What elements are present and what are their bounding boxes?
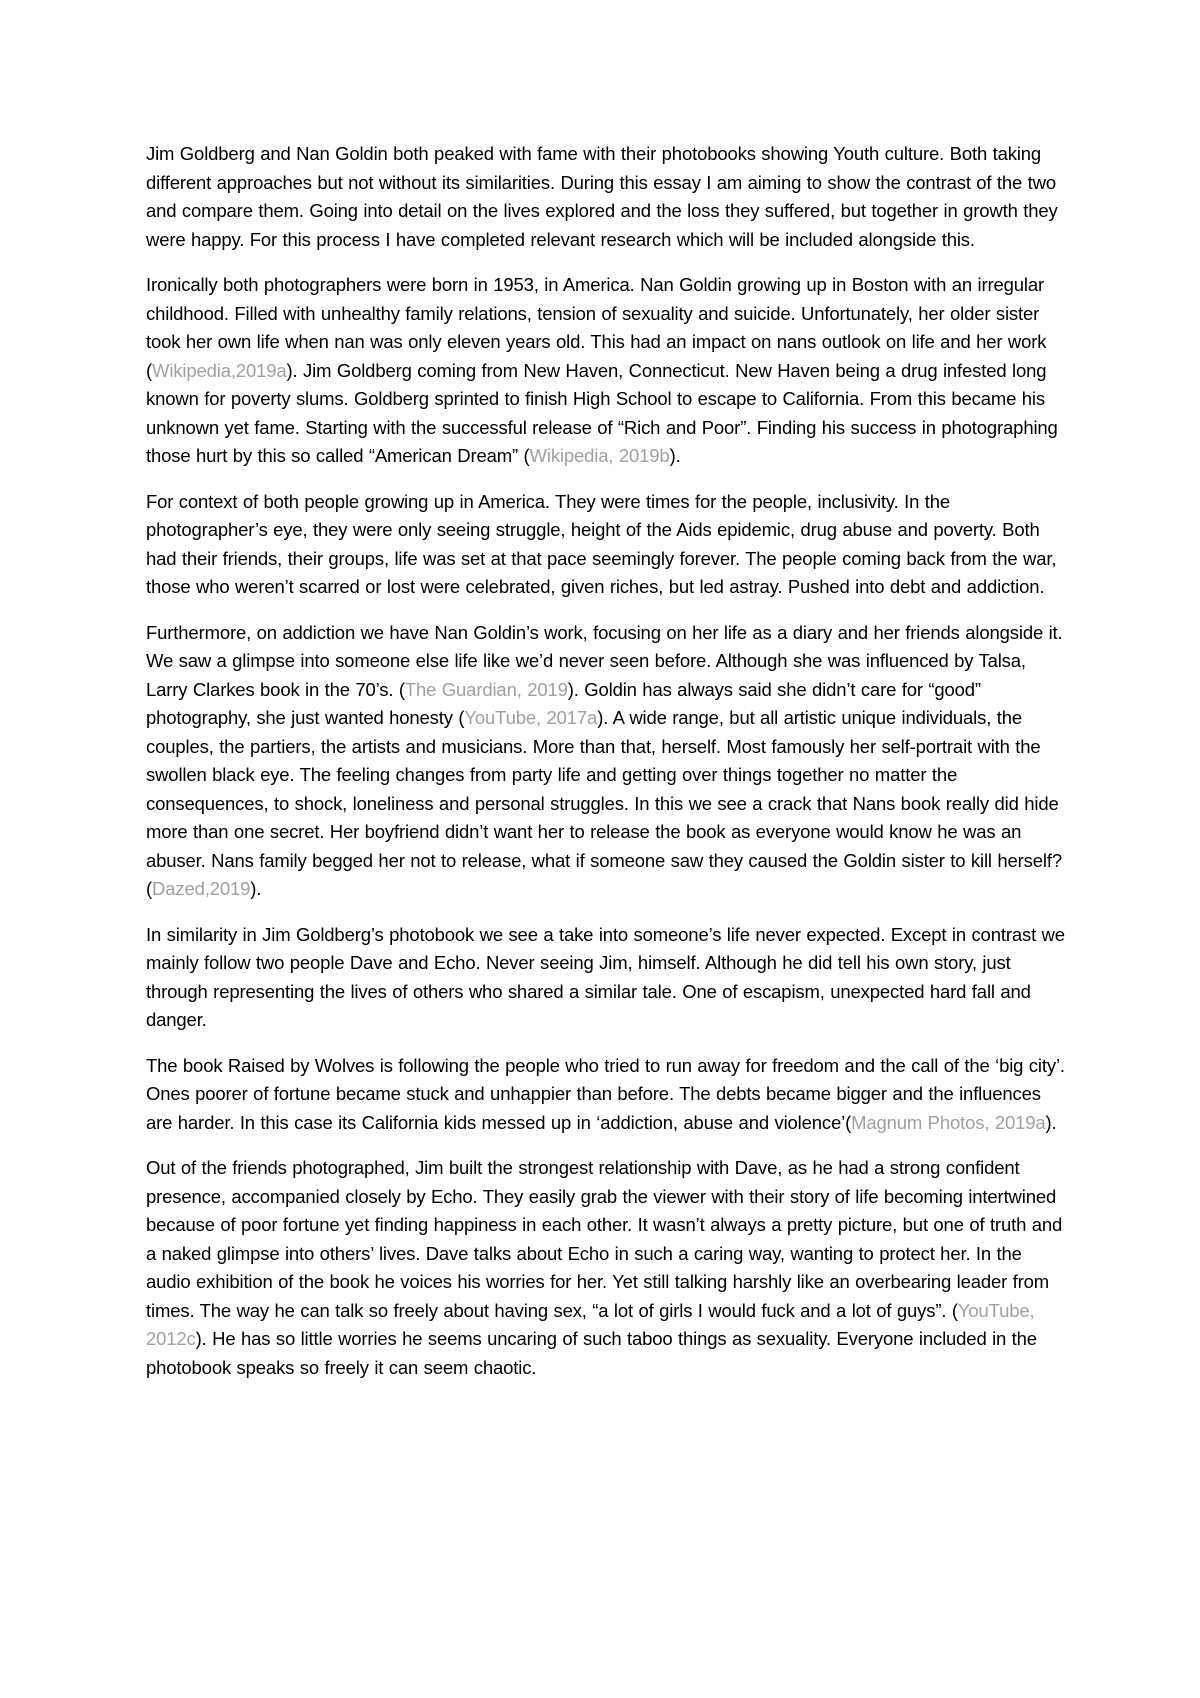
paragraph-text: ). [1045,1111,1057,1133]
paragraph-text: ). [669,445,681,466]
paragraph-text: The book Raised by Wolves is following the people who tried to run away for freedom and the call of the ‘big city’. Ones poorer of fortune became stuck and unhappier than before. The debts became bigger and the influences are harder. In this case its California kids messed up in ‘addiction, abuse and violence’( [146,1054,1065,1133]
paragraph-7 [146,1154,1066,1382]
paragraph-3 [146,488,1066,602]
paragraph-text: In similarity in Jim Goldberg’s photobook we see a take into someone’s life never expected. Except in contrast we mainly follow two people Dave and Echo. Never seeing Jim, himself. Although he did tell his own story, just through representing the lives of others who shared a similar tale. One of escapism, unexpected hard fall and danger. [146,923,1065,1030]
paragraph-text: Out of the friends photographed, Jim built the strongest relationship with Dave, as he had a strong confident presence, accompanied closely by Echo. They easily grab the viewer with their story of life becoming intertwined because of poor fortune yet finding happiness in each other. It wasn’t always a pretty picture, but one of truth and a naked glimpse into others’ lives. Dave talks about Echo in such a caring way, wanting to protect her. In the audio exhibition of the book he voices his worries for her. Yet still talking harshly like an overbearing leader from times. The way he can talk so freely about having sex, “a lot of girls I would fuck and a lot of guys”. ( [146,1157,1063,1321]
citation: Wikipedia,2019a [152,359,287,381]
paragraph-4 [146,619,1066,904]
citation: Magnum Photos, 2019a [851,1111,1046,1133]
paragraph-text: For context of both people growing up in America. They were times for the people, inclusivity. In the photographer’s eye, they were only seeing struggle, height of the Aids epidemic, drug abuse and poverty. Both had their friends, their groups, life was set at that pace seemingly forever. The people coming back from the war, those who weren’t scarred or lost were celebrated, given riches, but led astray. Pushed into debt and addiction. [146,490,1057,597]
paragraph-text: ). [250,878,262,899]
citation: Wikipedia, 2019b [529,445,670,466]
citation: Dazed,2019 [152,878,251,899]
citation: The Guardian, 2019 [404,678,568,700]
citation: YouTube, 2017a [464,707,598,728]
paragraph-text: ). Jim Goldberg coming from New Haven, Connecticut. New Haven being a drug infested long known for poverty slums. Goldberg sprinted to finish High School to escape to California. From this became his unknown yet fame. Starting with the successful release of “Rich and Poor”. Finding his success in photographing those hurt by this so called “American Dream” ( [146,359,1058,466]
paragraph-5 [146,921,1066,1035]
paragraph-text: ). A wide range, but all artistic unique individuals, the couples, the partiers, the artists and musicians. More than that, herself. Most famously her self-portrait with the swollen black eye. The feeling changes from party life and getting over things together no matter the consequences, to shock, loneliness and personal struggles. In this we see a crack that Nans book really did hide more than one secret. Her boyfriend didn’t want her to release the book as everyone would know he was an abuser. Nans family begged her not to release, what if someone saw they caused the Goldin sister to kill herself? ( [146,707,1062,899]
paragraph-text: Jim Goldberg and Nan Goldin both peaked with fame with their photobooks showing Youth culture. Both taking different approaches but not without its similarities. During this essay I am aiming to show the contrast of the two and compare them. Going into detail on the lives explored and the loss they suffered, but together in growth they were happy. For this process I have completed relevant research which will be included alongside this. [146,143,1058,250]
paragraph-text: ). He has so little worries he seems uncaring of such taboo things as sexuality. Everyone included in the photobook speaks so freely it can seem chaotic. [146,1328,1037,1378]
document-page [146,140,1066,1399]
paragraph-6 [146,1052,1066,1138]
paragraph-1 [146,140,1066,254]
paragraph-2 [146,271,1066,471]
paragraph-text: ). Goldin has always said she didn’t care for “good” photography, she just wanted honesty ( [146,678,981,728]
paragraph-text: Furthermore, on addiction we have Nan Goldin’s work, focusing on her life as a diary and her friends alongside it. We saw a glimpse into someone else life like we’d never seen before. Although she was influenced by Talsa, Larry Clarkes book in the 70’s. ( [146,621,1063,700]
citation: YouTube, 2012c [146,1299,1035,1349]
paragraph-text: Ironically both photographers were born in 1953, in America. Nan Goldin growing up in Boston with an irregular childhood. Filled with unhealthy family relations, tension of sexuality and suicide. Unfortunately, her older sister took her own life when nan was only eleven years old. This had an impact on nans outlook on life and her work ( [146,274,1047,381]
